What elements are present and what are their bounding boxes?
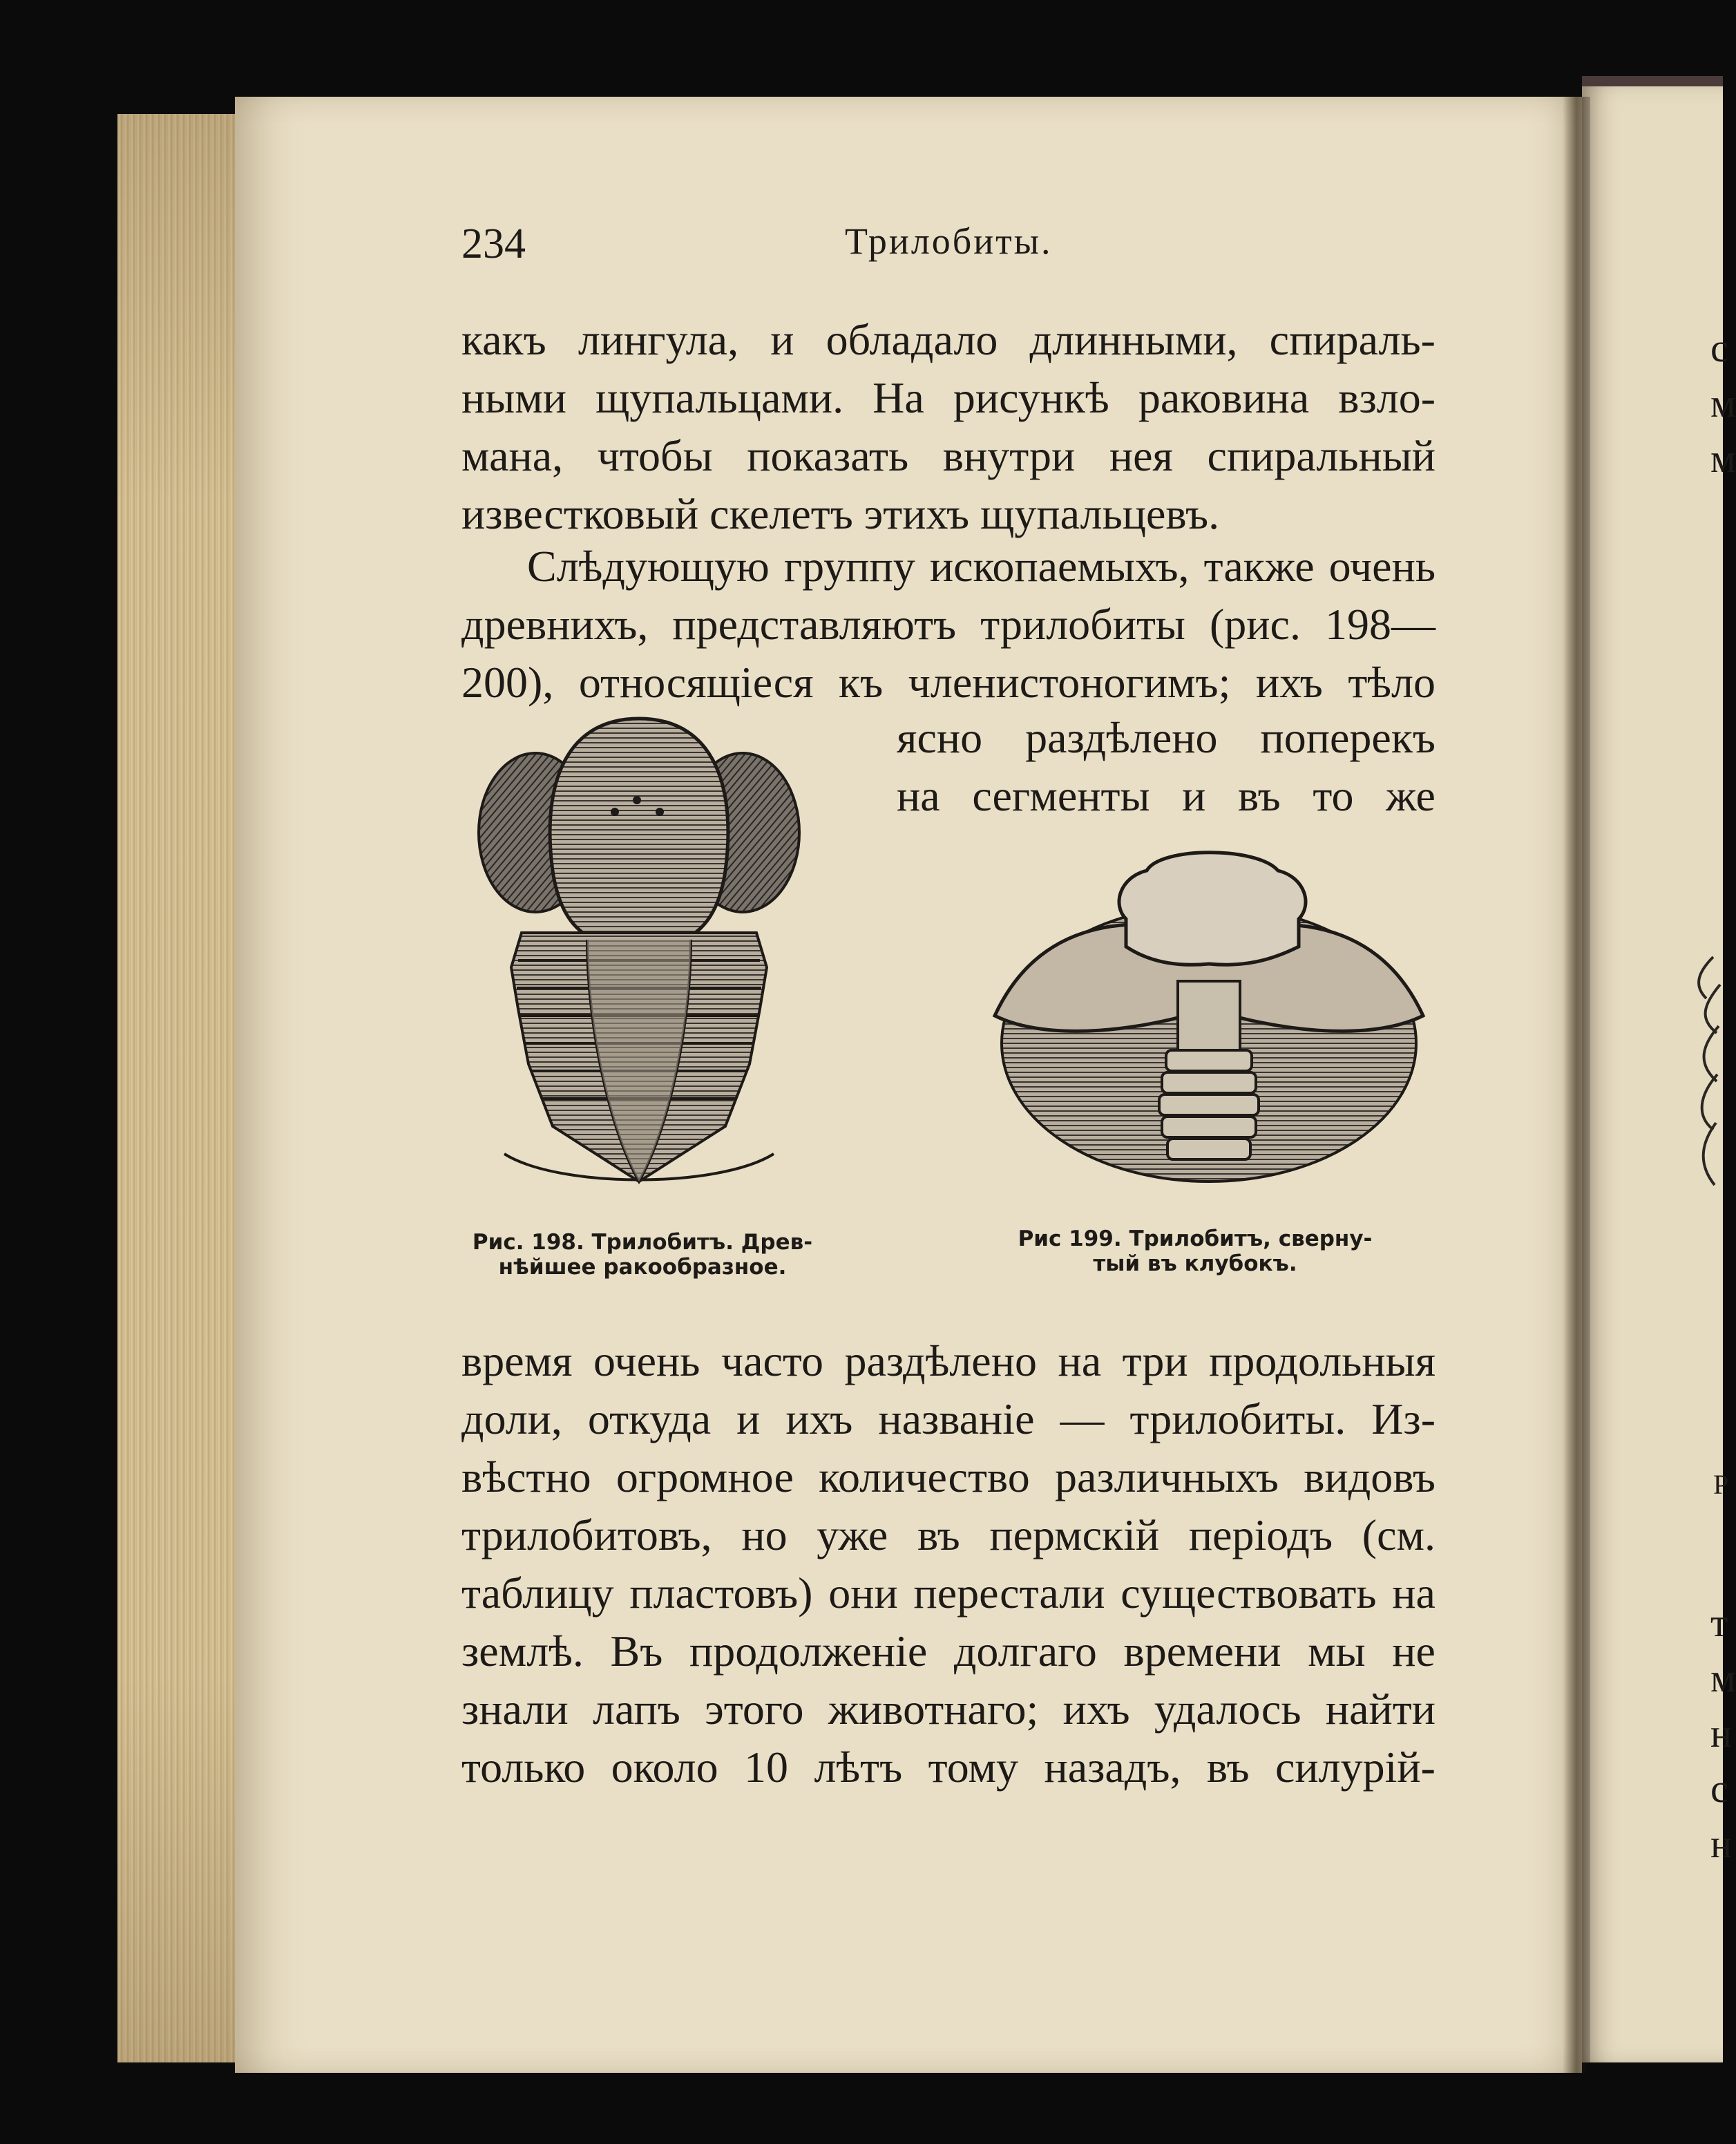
word: пермскій [989,1510,1160,1559]
word: только [461,1743,586,1792]
word: вѣстно [461,1452,591,1501]
word: членистоногимъ; [908,658,1231,707]
figure-198-caption [456,1230,829,1280]
word: же [1386,771,1435,820]
word: 200), [461,658,554,707]
word: животнаго; [828,1685,1039,1734]
word: таблицу [461,1568,614,1618]
word: ными [461,373,566,422]
page-number: 234 [461,220,526,267]
text-line [897,709,1435,767]
text-line [461,654,1435,712]
word: известковый скелетъ этихъ щупальцевъ. [461,489,1220,538]
word: лингула, [578,315,739,364]
text-line [461,1680,1435,1738]
word: этого [705,1685,804,1734]
caption-line: нѣйшее ракообразное. [498,1255,787,1280]
right-page-illustration-fragment [1686,943,1723,1206]
word: Въ [610,1626,663,1676]
page-edge-stack [117,114,249,2062]
word: спираль- [1269,315,1435,364]
word: чтобы [597,431,713,480]
right-page-letter: м [1710,436,1736,481]
paragraph-2 [461,538,1435,712]
word: времени [1123,1626,1281,1676]
word: продольныя [1209,1336,1435,1385]
word: (см. [1362,1510,1435,1559]
word: существовать [1120,1568,1377,1618]
word: три [1122,1336,1188,1385]
word: мы [1308,1626,1366,1676]
text-line [461,427,1435,485]
word: въ [917,1510,960,1559]
word: (рис. [1209,600,1301,649]
text-line [461,538,1435,596]
trilobite-figure-198 [477,712,801,1195]
word: около [611,1743,718,1792]
word: количество [819,1452,1030,1501]
word: періодъ [1188,1510,1333,1559]
word: долгаго [953,1626,1097,1676]
text-line [461,1448,1435,1506]
word: часто [721,1336,824,1385]
word: откуда [587,1394,712,1443]
word: названіе [878,1394,1035,1443]
word: трилобитовъ, [461,1510,712,1559]
word: 198— [1325,600,1435,649]
word: и [736,1394,761,1443]
word: пластовъ) [629,1568,813,1618]
figure-199-caption [995,1226,1395,1276]
word: внутри [942,431,1076,480]
word: уже [817,1510,888,1559]
trilobite-figure-199 [981,843,1437,1188]
word: на [1392,1568,1435,1618]
caption-line: Рис. 198. Трилобитъ. Древ- [472,1230,813,1255]
word: взло- [1338,373,1435,422]
word: длинными, [1029,315,1238,364]
word: рисункѣ [953,373,1109,422]
word: тому [928,1743,1019,1792]
text-line [461,596,1435,654]
text-line [461,1738,1435,1796]
word: въ [1206,1743,1250,1792]
text-line [461,485,1435,543]
word: знали [461,1685,569,1734]
word: показать [747,431,909,480]
word: трилобиты. [1129,1394,1346,1443]
word: силурій- [1275,1743,1435,1792]
word: На [872,373,924,422]
word: ясно [897,713,983,762]
text-line [461,1390,1435,1448]
word: то [1313,771,1354,820]
word: они [828,1568,898,1618]
word: Слѣдующую [527,542,770,591]
word: найти [1325,1685,1435,1734]
word: щупальцами. [595,373,844,422]
text-line [461,1622,1435,1680]
word: древнихъ, [461,600,649,649]
word: какъ [461,315,546,364]
word: относящіеся [578,658,814,707]
word: различныхъ [1054,1452,1279,1501]
word: также [1203,542,1315,591]
word: перестали [913,1568,1105,1618]
word: ихъ [1062,1685,1130,1734]
word: но [741,1510,788,1559]
right-page-letter: н [1710,1821,1733,1866]
right-page-letter: м [1710,381,1736,426]
word: обладало [826,315,998,364]
word: 10 [744,1743,789,1792]
word: на [1058,1336,1102,1385]
word: тѣло [1348,658,1435,707]
word: Из- [1371,1394,1435,1443]
page-header [461,220,1435,282]
right-page-letter: м [1710,1656,1736,1700]
word: раздѣлено [844,1336,1037,1385]
word: — [1060,1394,1105,1443]
word: очень [593,1336,700,1385]
right-page-letter: Р [1713,1469,1729,1500]
word: къ [839,658,884,707]
caption-line: тый въ клубокъ. [1093,1251,1297,1276]
word: доли, [461,1394,562,1443]
word: лѣтъ [814,1743,903,1792]
word: и [1182,771,1206,820]
right-page-letter: н [1710,1711,1733,1756]
text-line [461,1332,1435,1390]
paragraph-1 [461,311,1435,543]
word: очень [1328,542,1435,591]
word: раздѣлено [1025,713,1218,762]
text-line [461,1564,1435,1622]
word: огромное [616,1452,794,1501]
word: сегменты [972,771,1150,820]
text-line [897,767,1435,825]
word: мана, [461,431,564,480]
word: лапъ [593,1685,680,1734]
word: на [897,771,940,820]
caption-line: Рис 199. Трилобитъ, сверну- [1018,1226,1373,1251]
word: продолженіе [689,1626,928,1676]
right-page-letter: с [1710,325,1728,370]
word: представляютъ [672,600,957,649]
word: ихъ [1255,658,1323,707]
word: назадъ, [1044,1743,1181,1792]
word: время [461,1336,573,1385]
right-page-letter: т [1710,1600,1728,1645]
word: ихъ [785,1394,853,1443]
text-line [461,369,1435,427]
word: и [770,315,794,364]
right-page [1582,86,1736,2062]
text-line [461,311,1435,369]
word: поперекъ [1260,713,1435,762]
right-page-letter: с [1710,1766,1728,1811]
word: удалось [1154,1685,1301,1734]
word: не [1392,1626,1435,1676]
word: спиральный [1207,431,1435,480]
word: землѣ. [461,1626,584,1676]
running-head: Трилобиты. [845,220,1053,262]
word: нея [1109,431,1173,480]
page-gutter [1563,97,1590,2073]
text-line [461,1506,1435,1564]
word: трилобиты [980,600,1185,649]
word: раковина [1138,373,1310,422]
word: въ [1238,771,1281,820]
word: видовъ [1304,1452,1435,1501]
paragraph-3 [461,1332,1435,1796]
paragraph-2-wrap [897,709,1435,825]
word: группу [783,542,915,591]
word: ископаемыхъ, [929,542,1190,591]
